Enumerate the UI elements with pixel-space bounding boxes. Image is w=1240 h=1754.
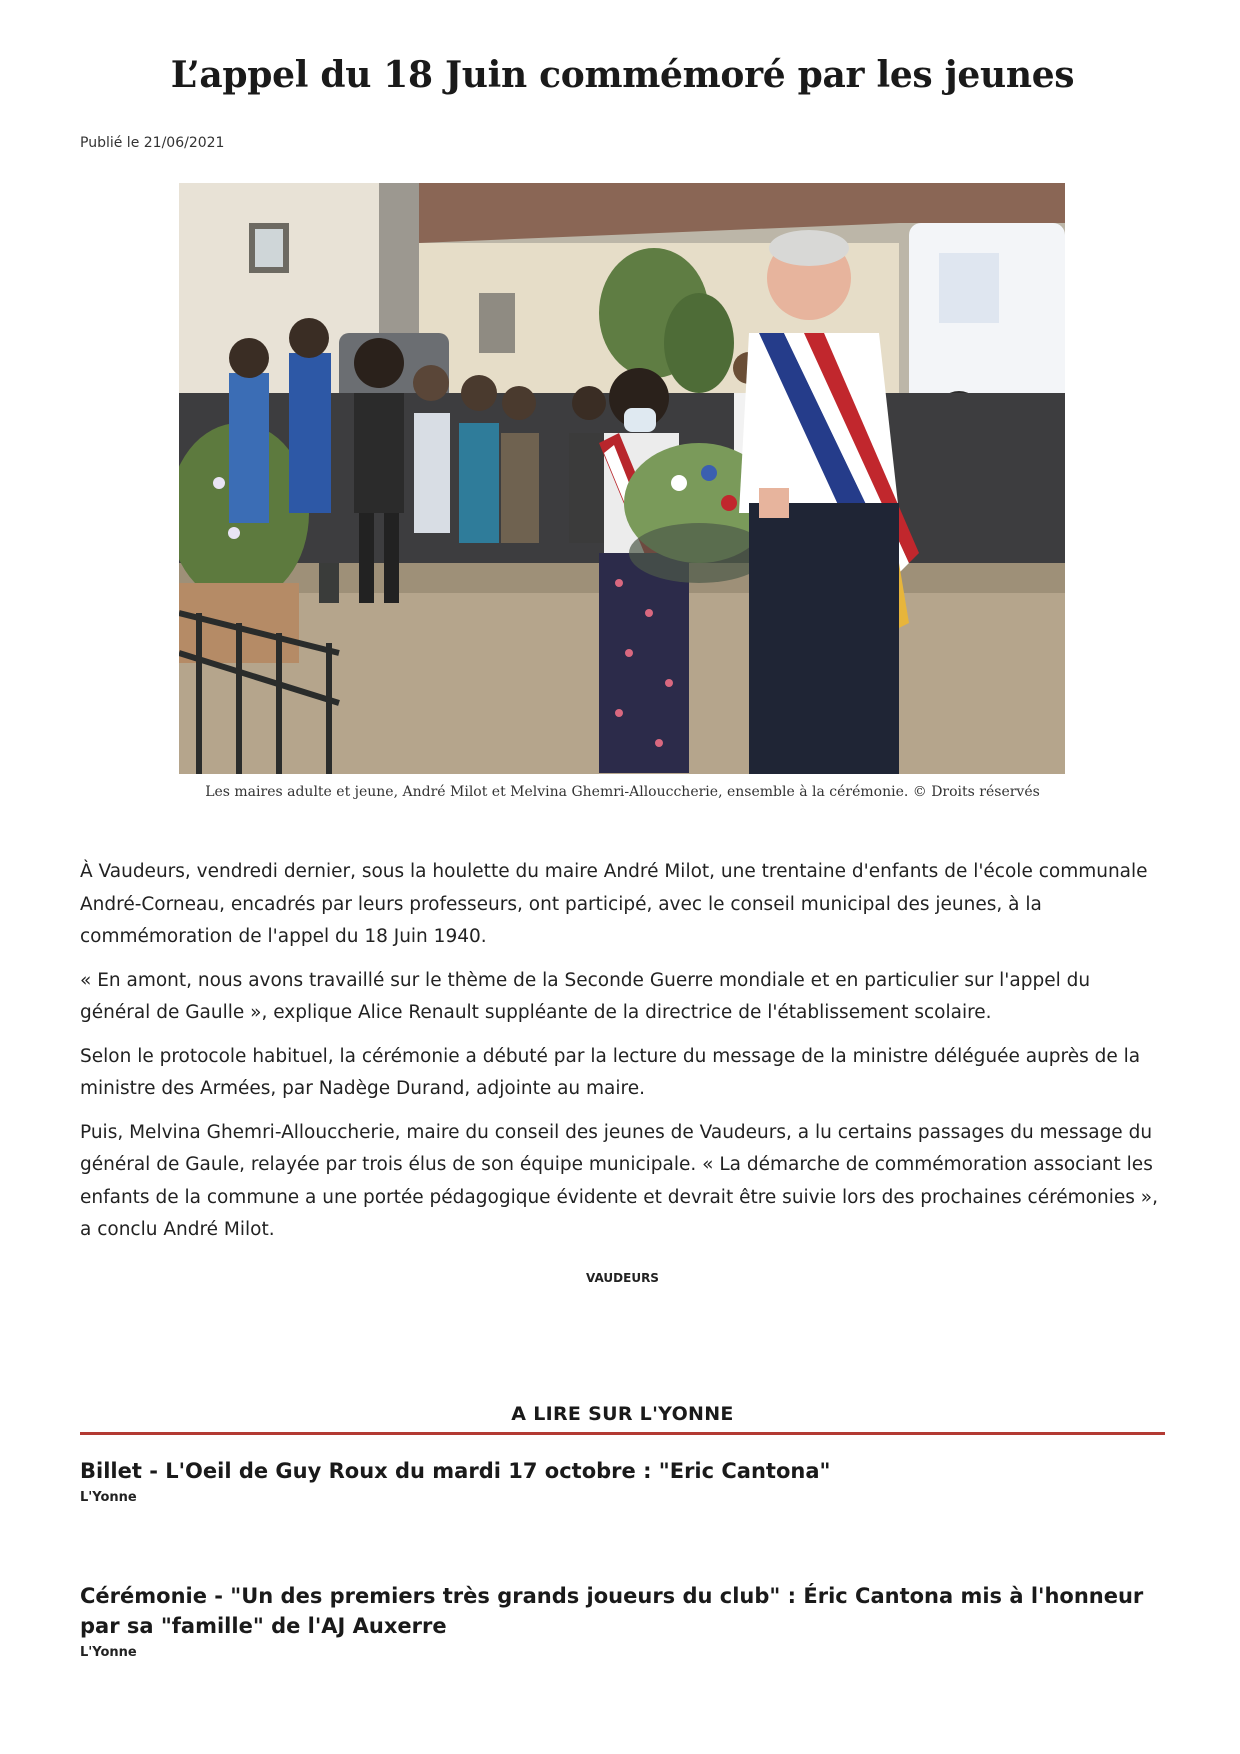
related-item-source: L'Yonne (80, 1490, 137, 1505)
article-body (80, 856, 1165, 1258)
ceremony-photo-illustration (179, 183, 1065, 774)
related-item-title[interactable]: Cérémonie - "Un des premiers très grands joueurs du club" : Éric Cantona mis à l'honneur par sa "famille" de l'AJ Auxerre (80, 1584, 1144, 1638)
related-divider (80, 1432, 1165, 1435)
publication-date: Publié le 21/06/2021 (80, 135, 225, 151)
article-paragraph-3: Selon le protocole habituel, la cérémonie a débuté par la lecture du message de la ministre déléguée auprès de la ministre des Armées, par Nadège Durand, adjointe au maire. (80, 1045, 1141, 1099)
related-item-source: L'Yonne (80, 1645, 137, 1660)
article-paragraph-1: À Vaudeurs, vendredi dernier, sous la houlette du maire André Milot, une trentaine d'enfants de l'école communale André-Corneau, encadrés par leurs professeurs, ont participé, avec le conseil municipal des jeunes, à la commémoration de l'appel du 18 Juin 1940. (80, 861, 1148, 947)
article-paragraph-4: Puis, Melvina Ghemri-Allouccherie, maire du conseil des jeunes de Vaudeurs, a lu certains passages du message du général de Gaule, relayée par trois élus de son équipe municipale. « La démarche de commémoration associant les enfants de la commune a une portée pédagogique évidente et devrait être suivie lors des prochaines cérémonies », a conclu André Milot. (80, 1121, 1158, 1240)
article-photo (179, 183, 1065, 774)
related-item-title[interactable]: Billet - L'Oeil de Guy Roux du mardi 17 octobre : "Eric Cantona" (80, 1459, 831, 1483)
related-item[interactable] (80, 1456, 1165, 1505)
related-item[interactable] (80, 1581, 1165, 1660)
photo-caption: Les maires adulte et jeune, André Milot et Melvina Ghemri-Allouccherie, ensemble à la cérémonie. © Droits réservés (205, 784, 1040, 800)
related-section-heading: A LIRE SUR L'YONNE (511, 1403, 734, 1425)
location-tag[interactable]: VAUDEURS (586, 1271, 659, 1285)
article-paragraph-2: « En amont, nous avons travaillé sur le thème de la Seconde Guerre mondiale et en particulier sur l'appel du général de Gaulle », explique Alice Renault suppléante de la directrice de l'établissement scolaire. (80, 969, 1091, 1023)
article-title: L’appel du 18 Juin commémoré par les jeunes (170, 54, 1075, 96)
